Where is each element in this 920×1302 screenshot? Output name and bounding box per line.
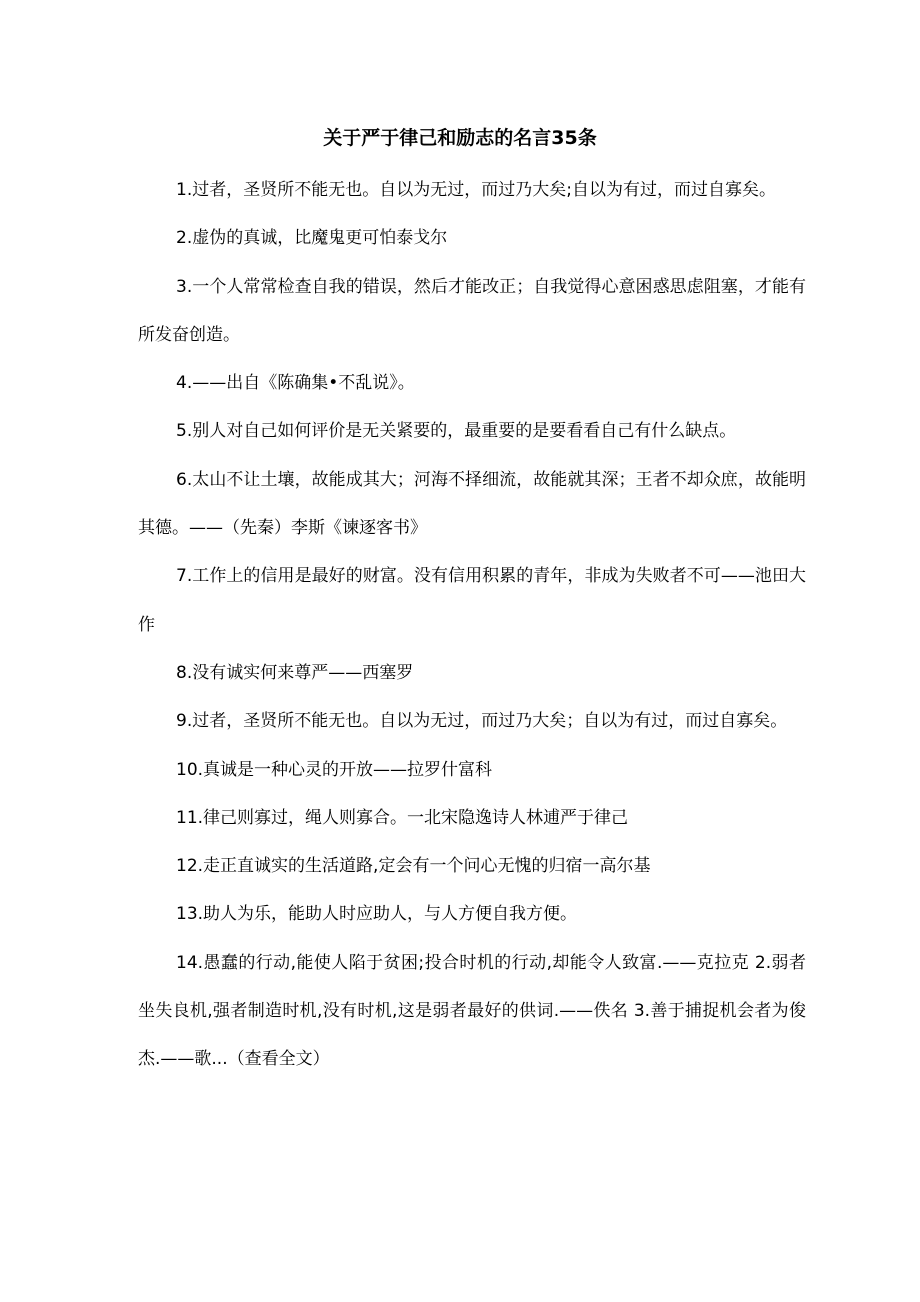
quote-text: 14.愚蠢的行动,能使人陷于贫困;投合时机的行动,却能令人致富.——克拉克 2.弱者坐失良机,强者制造时机,没有时机,这是弱者最好的供词.——佚名 3.善于捕捉机会者为俊杰.——歌... <box>138 952 806 1070</box>
quote-item: 7.工作上的信用是最好的财富。没有信用积累的青年，非成为失败者不可——池田大作 <box>138 566 806 635</box>
view-full-link[interactable]: （查看全文） <box>227 1049 330 1070</box>
quote-item: 9.过者，圣贤所不能无也。自以为无过，而过乃大矣；自以为有过，而过自寡矣。 <box>176 711 788 732</box>
quote-item-last <box>138 939 806 1084</box>
quote-item: 4.——出自《陈确集•不乱说》。 <box>176 373 415 394</box>
document-title: 关于严于律己和励志的名言35条 <box>323 127 597 149</box>
quote-item: 11.律己则寡过，绳人则寡合。一北宋隐逸诗人林逋严于律己 <box>176 807 629 828</box>
quote-item: 13.助人为乐，能助人时应助人，与人方便自我方便。 <box>176 904 578 925</box>
quote-item: 10.真诚是一种心灵的开放——拉罗什富科 <box>176 759 493 780</box>
quote-item: 2.虚伪的真诚，比魔鬼更可怕泰戈尔 <box>176 228 448 249</box>
quote-item: 6.太山不让土壤，故能成其大；河海不择细流，故能就其深；王者不却众庶，故能明其德。——（先秦）李斯《谏逐客书》 <box>138 469 806 539</box>
quote-item: 8.没有诚实何来尊严——西塞罗 <box>176 662 414 683</box>
quote-item: 1.过者，圣贤所不能无也。自以为无过，而过乃大矣;自以为有过，而过自寡矣。 <box>176 180 776 200</box>
quote-item: 5.别人对自己如何评价是无关紧要的，最重要的是要看看自己有什么缺点。 <box>176 421 737 442</box>
quote-item: 12.走正直诚实的生活道路,定会有一个问心无愧的归宿一高尔基 <box>176 856 651 877</box>
quote-list <box>138 166 806 1084</box>
quote-item: 3.一个人常常检查自我的错误，然后才能改正；自我觉得心意困惑思虑阻塞，才能有所发奋创造。 <box>138 276 806 345</box>
